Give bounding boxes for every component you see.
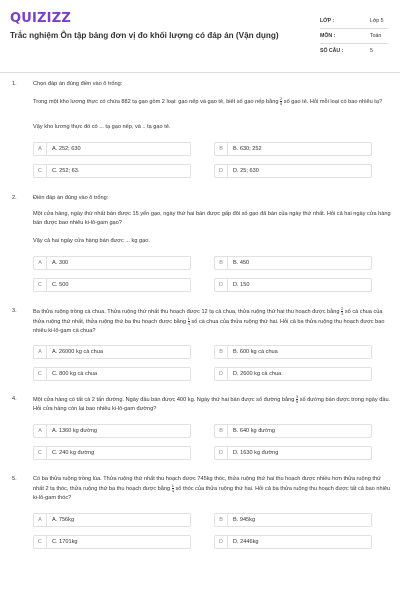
option-text: A. 26000 kg cà chua <box>52 349 104 355</box>
meta-value: Lớp 5 <box>370 18 384 24</box>
answer-option-d[interactable] <box>214 535 372 549</box>
option-text: A. 1360 kg đường <box>52 428 98 434</box>
option-letter: D <box>215 536 228 548</box>
fraction-denominator: 4 <box>187 320 190 326</box>
fraction-denominator: 4 <box>171 488 174 493</box>
option-letter: B <box>215 143 228 155</box>
option-text: C. 252; 63. <box>52 168 80 174</box>
fraction <box>172 484 174 493</box>
option-letter: D <box>215 447 228 459</box>
question-number: 4. <box>12 396 17 402</box>
option-letter: D <box>215 279 228 291</box>
fraction-numerator: 1 <box>187 315 190 321</box>
option-letter: C <box>34 536 47 548</box>
meta-box <box>320 14 388 58</box>
page-title: Trắc nghiệm Ôn tập bảng đơn vị đo khối lượng có đáp án (Vận dụng) <box>10 31 279 40</box>
answer-option-b[interactable] <box>214 513 372 527</box>
option-letter: D <box>215 368 228 380</box>
fraction-denominator: 5 <box>280 101 283 106</box>
option-text: D. 25; 630 <box>233 168 259 174</box>
fraction-denominator: 3 <box>341 311 344 316</box>
option-text: B. 945kg <box>233 517 256 523</box>
answer-option-c[interactable] <box>33 278 191 292</box>
meta-value: Toán <box>370 33 382 39</box>
answer-option-c[interactable] <box>33 164 191 178</box>
option-letter: A <box>34 346 47 358</box>
question-stem: Một cửa hàng có tất cả 2 tấn đường. Ngày đầu bán được 400 kg. Ngày thứ hai bán được số đường bằng $\frac{3}{5}$ số đường bán được trong ngày đầu. Hỏi cửa hàng còn lại bao nhiêu ki-lô-gam đường? <box>33 394 391 412</box>
option-text: A. 756kg <box>52 517 75 523</box>
fraction <box>280 97 282 106</box>
answer-option-b[interactable] <box>214 142 372 156</box>
option-text: C. 1701kg <box>52 539 78 545</box>
option-text: D. 2446kg <box>233 539 259 545</box>
option-letter: A <box>34 514 47 526</box>
question-text: Trong một kho lương thực có chứa 882 tạ gạo gồm 2 loại: gạo nếp và gạo tẻ, biết số gạo nếp bằng $\frac{2}{5}$ số gạo tẻ. Hỏi mỗi loại có bao nhiêu tạ? <box>33 96 383 106</box>
option-text: D. 150 <box>233 282 250 288</box>
option-letter: C <box>34 368 47 380</box>
meta-row-subject <box>320 29 388 44</box>
meta-row-class <box>320 14 388 29</box>
option-text: A. 300 <box>52 260 69 266</box>
question-number: 5. <box>12 476 17 482</box>
question-stem: Ba thửa ruộng trồng cà chua. Thửa ruộng thứ nhất thu hoạch được 12 tạ cà chua, thửa ruộng thứ hai thu hoạch được bằng $\frac{2}{3}$ số cà chua của thửa ruộng thứ nhất, thửa ruộng thứ ba thu hoạch được bằng $\frac{1}{4}$ số cà chua của thửa ruộng thứ hai. Hỏi cả ba thửa ruộng thu hoạch được bao nhiêu ki-lô-gam cà chua? <box>33 306 385 334</box>
answer-option-a[interactable] <box>33 513 191 527</box>
option-text: D. 1630 kg đường <box>233 450 279 456</box>
option-letter: B <box>215 346 228 358</box>
meta-value: 5 <box>370 48 373 54</box>
answer-option-a[interactable] <box>33 142 191 156</box>
meta-row-count <box>320 44 388 58</box>
question-subtext: Vậy kho lương thực đó có ... tạ gạo nếp, và .. tạ gạo tẻ. <box>33 124 171 130</box>
answer-option-b[interactable] <box>214 424 372 438</box>
fraction-numerator: 2 <box>341 306 344 311</box>
question-number: 2. <box>12 195 17 201</box>
option-text: C. 500 <box>52 282 69 288</box>
fraction-numerator: 3 <box>295 394 299 399</box>
question-stem: Chọn đáp án đúng điền vào ô trống: <box>33 81 123 87</box>
option-text: C. 240 kg đường <box>52 450 95 456</box>
option-letter: C <box>34 279 47 291</box>
answer-option-c[interactable] <box>33 446 191 460</box>
question-stem: Điền đáp án đúng vào ô trống: <box>33 195 109 201</box>
fraction <box>341 307 343 316</box>
option-letter: A <box>34 143 47 155</box>
header-divider <box>0 72 400 73</box>
answer-option-b[interactable] <box>214 256 372 270</box>
fraction <box>296 395 298 404</box>
answer-option-a[interactable] <box>33 424 191 438</box>
option-text: A. 252; 630 <box>52 146 81 152</box>
question-number: 3. <box>12 308 17 314</box>
option-text: B. 600 kg cà chua <box>233 349 278 355</box>
answer-option-d[interactable] <box>214 164 372 178</box>
fraction-denominator: 5 <box>295 399 299 404</box>
answer-option-a[interactable] <box>33 345 191 359</box>
meta-label: MÔN : <box>320 33 336 39</box>
question-stem: Có ba thửa ruộng trồng lúa. Thửa ruộng thứ nhất thu hoạch được 745kg thóc, thửa ruộng thứ hai thu hoạch được nhiều hơn thửa ruộng thứ nhất 2 tạ thóc, thửa ruộng thứ ba thu hoạch được bằng $\frac{1}{4}$ số thóc của thửa ruộng thứ hai. Hỏi cả ba thửa ruộng thu hoạch được tất cả bao nhiêu ki-lô-gam thóc? <box>33 476 391 501</box>
question-number: 1. <box>12 81 17 87</box>
fraction-numerator: 1 <box>171 483 174 488</box>
answer-option-d[interactable] <box>214 278 372 292</box>
meta-label: SỐ CÂU : <box>320 48 344 54</box>
option-letter: C <box>34 447 47 459</box>
option-letter: A <box>34 257 47 269</box>
option-letter: A <box>34 425 47 437</box>
option-text: B. 450 <box>233 260 250 266</box>
answer-option-a[interactable] <box>33 256 191 270</box>
answer-option-c[interactable] <box>33 367 191 381</box>
option-letter: D <box>215 165 228 177</box>
option-letter: B <box>215 257 228 269</box>
option-text: B. 640 kg đường <box>233 428 275 434</box>
answer-option-d[interactable] <box>214 367 372 381</box>
meta-label: LỚP : <box>320 18 335 24</box>
answer-option-b[interactable] <box>214 345 372 359</box>
option-text: B. 630; 252 <box>233 146 262 152</box>
fraction <box>188 317 190 326</box>
answer-option-c[interactable] <box>33 535 191 549</box>
question-subtext: Vậy cả hai ngày cửa hàng bán được ... kg gạo. <box>33 238 150 244</box>
answer-option-d[interactable] <box>214 446 372 460</box>
option-text: D. 2600 kg cà chua <box>233 371 282 377</box>
option-letter: B <box>215 425 228 437</box>
option-letter: B <box>215 514 228 526</box>
fraction-numerator: 2 <box>280 96 283 101</box>
option-text: C. 800 kg cà chua <box>52 371 98 377</box>
question-text: Một cửa hàng, ngày thứ nhất bán được 15 yến gạo, ngày thứ hai bán được gấp đôi số gạo đã bán của ngày thứ nhất. Hỏi cả hai ngày cửa hàng bán được bao nhiêu ki-lô-gam gạo? <box>33 211 391 226</box>
option-letter: C <box>34 165 47 177</box>
quizizz-logo: QUIZIZZ <box>10 11 71 26</box>
